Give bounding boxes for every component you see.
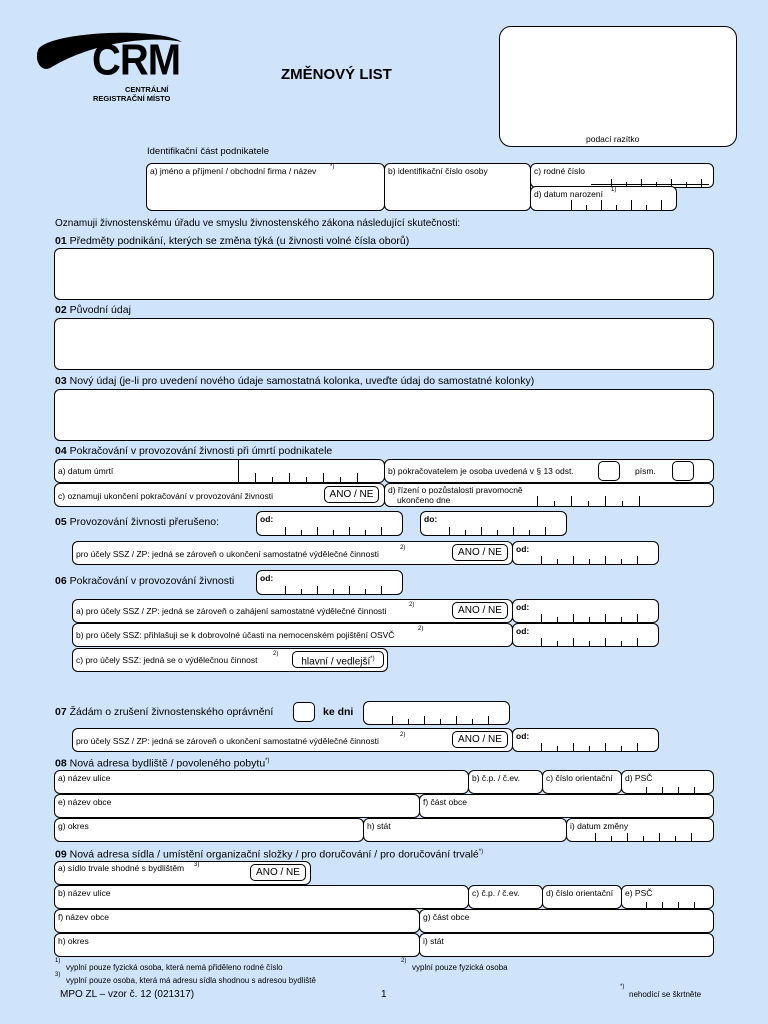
section-01-num: 01 xyxy=(55,235,67,247)
cancel-ssz-date-field[interactable] xyxy=(512,728,659,752)
seat-cp-field[interactable] xyxy=(468,885,543,909)
section-08-text: Nová adresa bydliště / povoleného pobytu xyxy=(69,757,266,770)
section-09-text: Nová adresa sídla / umístění organizační složky / pro doručování / pro doručování trvalé xyxy=(69,848,479,861)
footnote-2-sup: 2) xyxy=(401,958,407,964)
footnote-3-sup: 3) xyxy=(55,972,61,978)
seat-co-field[interactable] xyxy=(542,885,622,909)
seat-street-label: b) název ulice xyxy=(58,888,111,898)
seat-co-label: d) číslo orientační xyxy=(546,888,614,898)
continue-ssz-start-ano-ne[interactable]: ANO / NE xyxy=(452,602,508,619)
strike-note: nehodící se škrtněte xyxy=(629,990,702,999)
footnote-1: vyplní pouze fyzická osoba, která nemá přiděleno rodné číslo xyxy=(66,963,283,972)
end-continuation-ano-ne[interactable]: ANO / NE xyxy=(324,486,379,503)
continue-activity-type-option[interactable] xyxy=(292,651,384,668)
ident-birthdate-label: d) datum narození xyxy=(534,189,603,199)
interrupt-to-field[interactable] xyxy=(420,511,567,536)
section-08-num: 08 xyxy=(55,757,67,770)
res-state-label: h) stát xyxy=(367,821,391,831)
section-07-text: Žádám o zrušení živnostenského oprávnění xyxy=(69,706,274,718)
section-05-text: Provozování živnosti přerušeno: xyxy=(69,516,220,528)
seat-state-field[interactable] xyxy=(419,933,714,957)
continue-ssz-start-label: a) pro účely SSZ / ZP: jedná se zároveň o zahájení samostatné výdělečné činnosti xyxy=(76,606,387,616)
interrupt-ssz-label: pro účely SSZ / ZP: jedná se zároveň o ukončení samostatné výdělečné činnosti xyxy=(76,549,379,559)
inheritance-label-2: ukončeno dne xyxy=(397,495,451,505)
section-09-sup: *) xyxy=(478,849,484,855)
ident-name-field[interactable] xyxy=(146,163,385,211)
ident-name-sup: *) xyxy=(330,164,335,170)
cancel-ssz-label: pro účely SSZ / ZP: jedná se zároveň o ukončení samostatné výdělečné činnosti xyxy=(76,736,379,746)
section-09-heading xyxy=(55,849,483,860)
intro-text: Oznamuji živnostenskému úřadu ve smyslu živnostenského zákona následující skutečnosti: xyxy=(55,218,461,229)
footnote-3: vyplní pouze osoba, která má adresu sídla shodnou s adresou bydliště xyxy=(66,976,316,985)
ident-birthnumber-label: c) rodné číslo xyxy=(534,166,586,176)
interrupt-ssz-date-field[interactable] xyxy=(512,541,659,565)
seat-psc-field[interactable] xyxy=(621,885,714,909)
section-09-num: 09 xyxy=(55,848,67,861)
footnote-1-sup: 1) xyxy=(55,958,61,964)
res-street-label: a) název ulice xyxy=(58,773,111,783)
stamp-box xyxy=(499,26,737,147)
continue-from-field[interactable] xyxy=(256,570,403,595)
interrupt-to-label: do: xyxy=(424,514,438,524)
cancel-date-field[interactable] xyxy=(363,701,510,725)
res-district-label: f) část obce xyxy=(423,797,467,807)
section-02-field[interactable] xyxy=(54,318,714,370)
section-07-num: 07 xyxy=(55,706,67,718)
section-05-num: 05 xyxy=(55,516,67,528)
footnote-2: vyplní pouze fyzická osoba xyxy=(412,963,508,972)
res-cp-field[interactable] xyxy=(468,770,543,794)
continue-ssz-start-field[interactable] xyxy=(72,599,513,623)
successor-letter-checkbox[interactable] xyxy=(672,461,694,481)
res-change-date-field[interactable] xyxy=(566,818,714,842)
section-04-num: 04 xyxy=(55,445,67,457)
res-city-label: e) název obce xyxy=(58,797,112,807)
inheritance-field[interactable] xyxy=(384,483,714,507)
res-change-date-label: i) datum změny xyxy=(570,821,629,831)
interrupt-ssz-field[interactable] xyxy=(72,541,513,565)
cancel-ssz-field[interactable] xyxy=(72,728,513,752)
section-04-text: Pokračování v provozování živnosti při úmrtí podnikatele xyxy=(69,445,333,457)
res-co-label: c) číslo orientační xyxy=(546,773,613,783)
res-district-field[interactable] xyxy=(419,794,714,818)
res-okres-field[interactable] xyxy=(54,818,364,842)
continue-ssz-start-date-label: od: xyxy=(516,602,530,612)
form-title: ZMĚNOVÝ LIST xyxy=(281,66,392,83)
logo-subtitle-1: CENTRÁLNÍ xyxy=(125,85,169,94)
continue-ssz-start-sup: 2) xyxy=(409,602,415,608)
successor-field[interactable] xyxy=(384,459,714,483)
seat-psc-label: e) PSČ xyxy=(625,888,653,898)
ke-dni-label: ke dni xyxy=(323,706,354,718)
section-01-field[interactable] xyxy=(54,248,714,300)
seat-state-label: i) stát xyxy=(423,936,444,946)
res-co-field[interactable] xyxy=(542,770,622,794)
cancel-ssz-sup: 2) xyxy=(400,732,406,738)
section-01-heading xyxy=(55,236,409,247)
ident-heading: Identifikační část podnikatele xyxy=(147,146,269,157)
continue-sickness-sup: 2) xyxy=(418,626,424,632)
interrupt-ssz-date-label: od: xyxy=(516,544,530,554)
interrupt-from-field[interactable] xyxy=(256,511,403,536)
seat-okres-label: h) okres xyxy=(58,936,89,946)
continue-activity-type-sup: 2) xyxy=(273,651,279,657)
interrupt-ssz-ano-ne[interactable]: ANO / NE xyxy=(452,544,508,561)
seat-city-label: f) název obce xyxy=(58,912,110,922)
seat-street-field[interactable] xyxy=(54,885,469,909)
seat-city-field[interactable] xyxy=(54,909,420,933)
section-05-heading xyxy=(55,517,219,528)
res-cp-label: b) č.p. / č.ev. xyxy=(472,773,521,783)
logo-subtitle-2: REGISTRAČNÍ MÍSTO xyxy=(93,94,171,103)
activity-type-option-sup: *) xyxy=(370,656,375,662)
continue-sickness-label: b) pro účely SSZ: přihlašuji se k dobrovolné účasti na nemocenském pojištění OSVČ xyxy=(76,630,395,640)
successor-paragraph-checkbox[interactable] xyxy=(598,461,620,481)
section-03-num: 03 xyxy=(55,375,67,387)
continue-ssz-start-date-field[interactable] xyxy=(512,599,659,623)
activity-type-option-text: hlavní / vedlejší xyxy=(301,656,371,668)
seat-district-label: g) část obce xyxy=(423,912,470,922)
cancel-ssz-date-label: od: xyxy=(516,731,530,741)
interrupt-from-label: od: xyxy=(260,514,274,524)
interrupt-ssz-sup: 2) xyxy=(400,545,406,551)
cancel-license-checkbox[interactable] xyxy=(293,702,315,722)
section-06-text: Pokračování v provozování živnosti xyxy=(69,575,235,587)
section-08-sup: *) xyxy=(265,758,270,764)
seat-same-sup: 3) xyxy=(194,862,200,868)
continue-sickness-field[interactable] xyxy=(72,623,513,647)
end-continuation-label: c) oznamuji ukončení pokračování v provozování živnosti xyxy=(58,491,273,501)
ident-birthdate-field[interactable] xyxy=(530,186,677,211)
ident-name-label: a) jméno a příjmení / obchodní firma / název xyxy=(150,166,317,176)
successor-label: b) pokračovatelem je osoba uvedená v § 13 odst. xyxy=(388,466,574,476)
section-01-text: Předměty podnikání, kterých se změna týká (u živnosti volné čísla oborů) xyxy=(69,235,410,247)
res-city-field[interactable] xyxy=(54,794,420,818)
continue-from-label: od: xyxy=(260,573,274,583)
page-number: 1 xyxy=(381,989,387,1000)
successor-pism-label: písm. xyxy=(635,466,656,476)
section-07-heading xyxy=(55,707,273,718)
res-okres-label: g) okres xyxy=(58,821,89,831)
ident-birthnumber-field[interactable] xyxy=(530,163,714,188)
seat-same-ano-ne[interactable]: ANO / NE xyxy=(250,864,306,881)
section-02-num: 02 xyxy=(55,304,67,316)
section-06-num: 06 xyxy=(55,575,67,587)
continue-sickness-date-label: od: xyxy=(516,626,530,636)
death-date-label: a) datum úmrtí xyxy=(58,466,114,476)
seat-same-label: a) sídlo trvale shodné s bydlištěm xyxy=(58,863,185,873)
section-03-heading xyxy=(55,376,534,387)
section-04-heading xyxy=(55,446,332,457)
continue-activity-type-label: c) pro účely SSZ: jedná se o výdělečnou činnost xyxy=(76,655,258,665)
section-03-text: Nový údaj (je-li pro uvedení nového údaje samostatná kolonka, uveďte údaj do samostatné kolonky) xyxy=(69,375,535,387)
seat-district-field[interactable] xyxy=(419,909,714,933)
ident-ico-field[interactable] xyxy=(384,163,531,211)
seat-okres-field[interactable] xyxy=(54,933,420,957)
section-06-heading xyxy=(55,576,234,587)
logo-text: CRM xyxy=(92,35,181,85)
res-psc-field[interactable] xyxy=(621,770,714,794)
seat-cp-label: c) č.p. / č.ev. xyxy=(472,888,520,898)
res-state-field[interactable] xyxy=(363,818,567,842)
inheritance-label-1: d) řízení o pozůstalosti pravomocně xyxy=(388,485,523,495)
ident-birthdate-sup: 1) xyxy=(611,187,617,193)
section-03-field[interactable] xyxy=(54,389,714,441)
res-street-field[interactable] xyxy=(54,770,469,794)
section-08-heading xyxy=(55,758,270,769)
ident-ico-label: b) identifikační číslo osoby xyxy=(388,166,488,176)
strike-note-sup: *) xyxy=(620,984,625,990)
death-date-field[interactable] xyxy=(54,459,385,483)
cancel-ssz-ano-ne[interactable]: ANO / NE xyxy=(452,731,508,748)
form-id: MPO ZL – vzor č. 12 (021317) xyxy=(60,989,195,1000)
stamp-label: podací razítko xyxy=(586,134,640,144)
section-02-heading xyxy=(55,305,131,316)
res-psc-label: d) PSČ xyxy=(625,773,653,783)
continue-sickness-date-field[interactable] xyxy=(512,623,659,647)
section-02-text: Původní údaj xyxy=(69,304,131,316)
